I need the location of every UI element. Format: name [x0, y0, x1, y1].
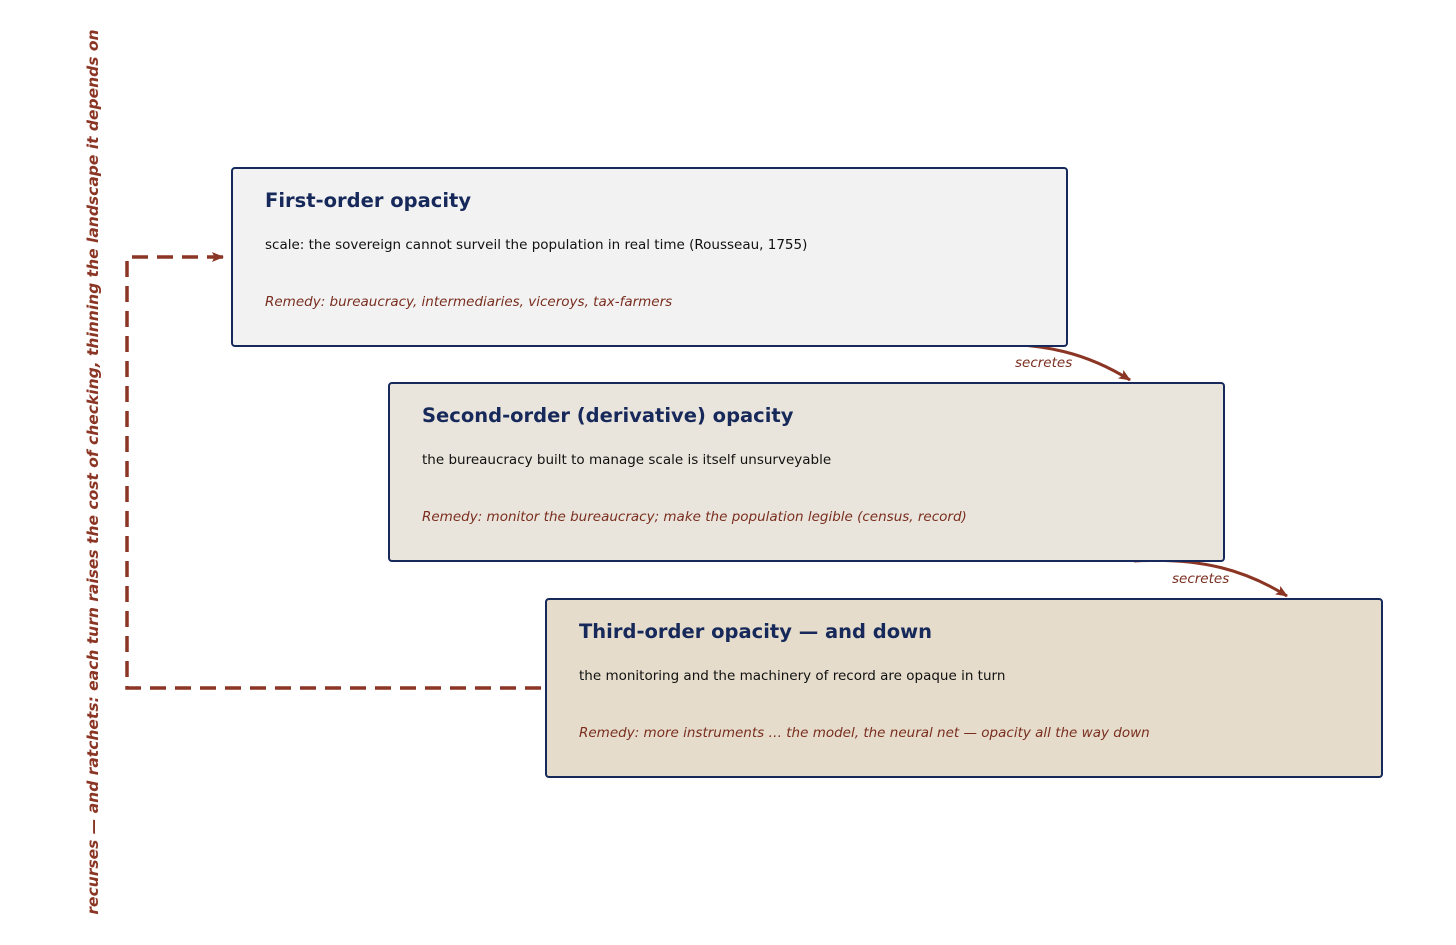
third-order-opacity-box	[545, 598, 1383, 778]
box-remedy: Remedy: monitor the bureaucracy; make the population legible (census, record)	[422, 509, 967, 525]
second-order-opacity-box	[388, 382, 1225, 562]
box-description: scale: the sovereign cannot surveil the population in real time (Rousseau, 1755)	[265, 237, 808, 253]
box-remedy: Remedy: bureaucracy, intermediaries, viceroys, tax-farmers	[265, 294, 673, 310]
recursion-side-note: recurses — and ratchets: each turn raises the cost of checking, thinning the landscape it depends on	[84, 29, 102, 915]
box-remedy: Remedy: more instruments … the model, the neural net — opacity all the way down	[579, 725, 1150, 741]
secretes-label-2: secretes	[1172, 571, 1230, 587]
first-order-opacity-box	[231, 167, 1068, 347]
box-title: First-order opacity	[265, 189, 472, 212]
box-description: the monitoring and the machinery of record are opaque in turn	[579, 668, 1006, 684]
box-title: Second-order (derivative) opacity	[422, 404, 794, 427]
box-title: Third-order opacity — and down	[579, 620, 933, 643]
box-description: the bureaucracy built to manage scale is itself unsurveyable	[422, 452, 832, 468]
secretes-label-1: secretes	[1015, 355, 1073, 371]
